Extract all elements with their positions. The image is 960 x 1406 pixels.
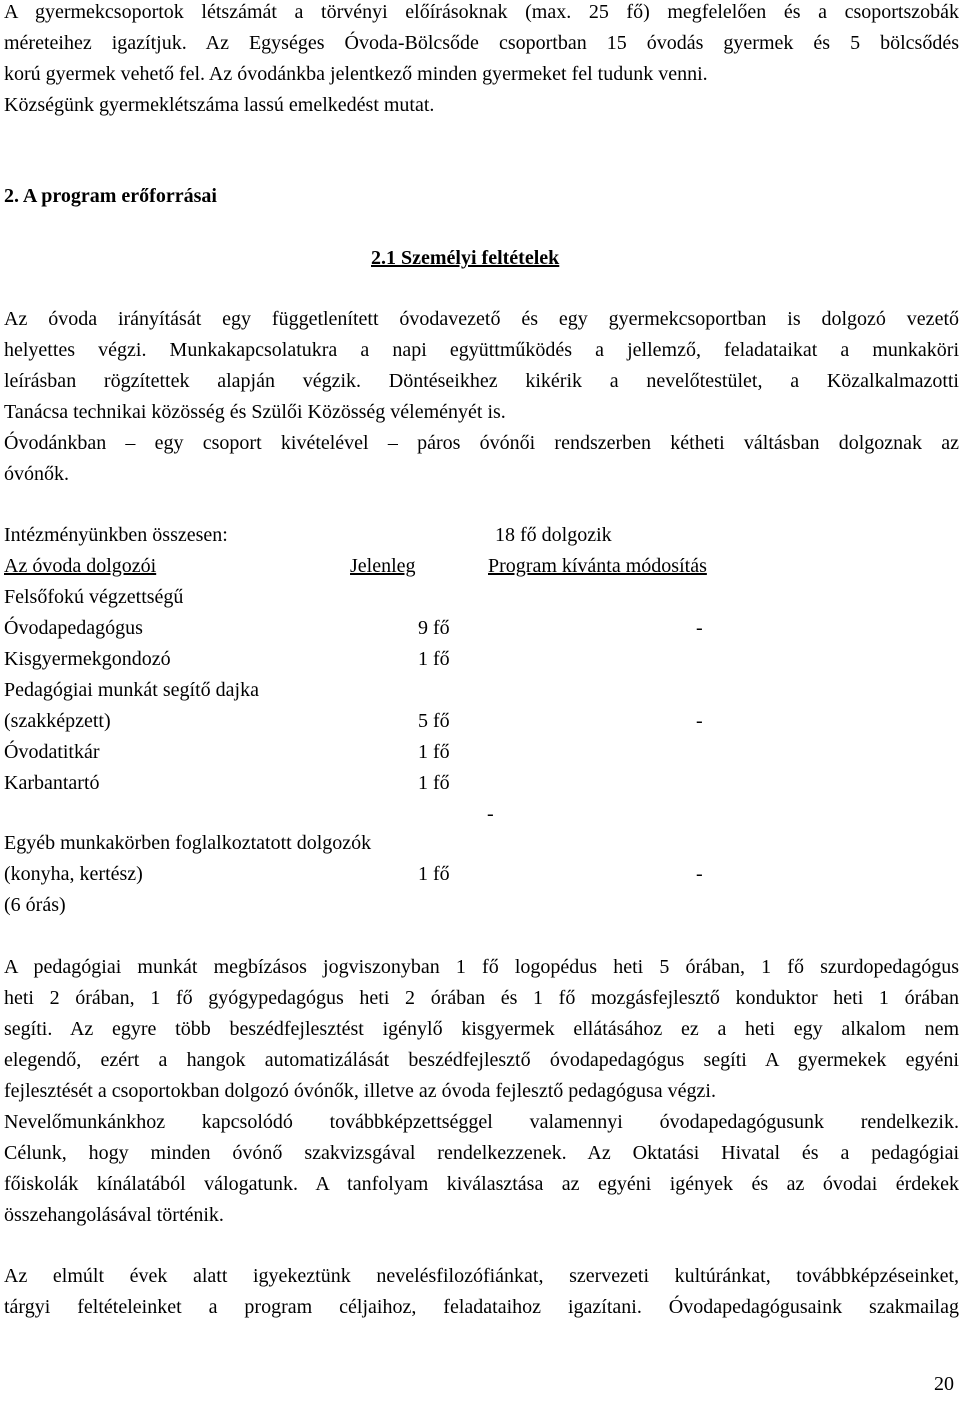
para2-line-5: fejlesztését a csoportokban dolgozó óvónők, illetve az óvoda fejlesztő pedagógusa végzi. [4, 1080, 716, 1102]
para2-line-6: Nevelőmunkánkhoz kapcsolódó továbbképzettséggel valamennyi óvodapedagógusunk rendelkezik. [4, 1111, 959, 1133]
para1-line-1: Az óvoda irányítását egy függetlenített óvodavezető és egy gyermekcsoportban is dolgozó vezető [4, 308, 959, 330]
para1-line-6: óvónők. [4, 463, 69, 485]
intro-line-2: méreteihez igazítjuk. Az Egységes Óvoda-Bölcsőde csoportban 15 óvodás gyermek és 5 bölcsődés [4, 32, 959, 54]
para2-line-1: A pedagógiai munkát megbízásos jogviszonyban 1 fő logopédus heti 5 órában, 1 fő szurdopedagógus [4, 956, 959, 978]
staff-current: 9 fő [418, 617, 450, 639]
subsection-title: 2.1 Személyi feltételek [371, 247, 560, 269]
staff-total-label: Intézményünkben összesen: [4, 524, 228, 546]
page-number: 20 [934, 1373, 954, 1395]
staff-change: - [696, 617, 703, 639]
staff-header-role: Az óvoda dolgozói [4, 555, 157, 577]
para2-line-7: Célunk, hogy minden óvónő szakvizsgával rendelkezzenek. Az Oktatási Hivatal és a pedagógiai [4, 1142, 959, 1164]
staff-role: (konyha, kertész) [4, 863, 143, 885]
para3-line-2: tárgyi feltételeinket a program céljaihoz, feladataihoz igazítani. Óvodapedagógusaink szakmailag [4, 1296, 959, 1318]
para1-line-3: leírásban rögzítettek alapján végzik. Döntéseikhez kikérik a nevelőtestület, a Közalkalmazotti [4, 370, 959, 392]
staff-role: Egyéb munkakörben foglalkoztatott dolgozók [4, 832, 372, 854]
staff-current: 1 fő [418, 863, 450, 885]
staff-role: Karbantartó [4, 772, 100, 794]
staff-role: Óvodapedagógus [4, 617, 143, 639]
staff-change: - [696, 863, 703, 885]
para2-line-3: segíti. Az egyre több beszédfejlesztést igénylő kisgyermek ellátásához ez a heti egy alkalom nem [4, 1018, 959, 1040]
staff-role: Óvodatitkár [4, 741, 100, 763]
staff-current: 1 fő [418, 772, 450, 794]
para1-line-2: helyettes végzi. Munkakapcsolatukra a napi együttműködés a jellemző, feladataikat a munkaköri [4, 339, 959, 361]
staff-change: - [487, 803, 494, 825]
para1-line-4: Tanácsa technikai közösség és Szülői Közösség véleményét is. [4, 401, 506, 423]
para2-line-2: heti 2 órában, 1 fő gyógypedagógus heti 2 órában és 1 fő mozgásfejlesztő konduktor heti 1 órában [4, 987, 959, 1009]
staff-change: - [696, 710, 703, 732]
para1-line-5: Óvodánkban – egy csoport kivételével – páros óvónői rendszerben kétheti váltásban dolgoznak az [4, 432, 959, 454]
staff-role: Pedagógiai munkát segítő dajka [4, 679, 259, 701]
intro-line-3: korú gyermek vehető fel. Az óvodánkba jelentkező minden gyermeket fel tudunk venni. [4, 63, 708, 85]
staff-header-current: Jelenleg [350, 555, 416, 577]
para2-line-4: elegendő, ezért a hangok automatizálását beszédfejlesztő óvodapedagógus segíti A gyermekek egyéni [4, 1049, 959, 1071]
intro-line-4: Községünk gyermeklétszáma lassú emelkedést mutat. [4, 94, 435, 116]
staff-total-value: 18 fő dolgozik [495, 524, 612, 546]
section-title: 2. A program erőforrásai [4, 185, 217, 207]
para2-line-9: összehangolásával történik. [4, 1204, 224, 1226]
staff-role: Kisgyermekgondozó [4, 648, 171, 670]
staff-role: (szakképzett) [4, 710, 111, 732]
staff-current: 5 fő [418, 710, 450, 732]
para3-line-1: Az elmúlt évek alatt igyekeztünk nevelésfilozófiánkat, szervezeti kultúránkat, továbbképzéseinket, [4, 1265, 959, 1287]
staff-current: 1 fő [418, 741, 450, 763]
staff-current: 1 fő [418, 648, 450, 670]
para2-line-8: főiskolák kínálatából válogatunk. A tanfolyam kiválasztása az egyéni igények és az óvodai érdekek [4, 1173, 959, 1195]
staff-category: Felsőfokú végzettségű [4, 586, 184, 608]
intro-line-1: A gyermekcsoportok létszámát a törvényi előírásoknak (max. 25 fő) megfelelően és a csoportszobák [4, 1, 959, 23]
staff-role: (6 órás) [4, 894, 66, 916]
staff-header-change: Program kívánta módosítás [488, 555, 707, 577]
